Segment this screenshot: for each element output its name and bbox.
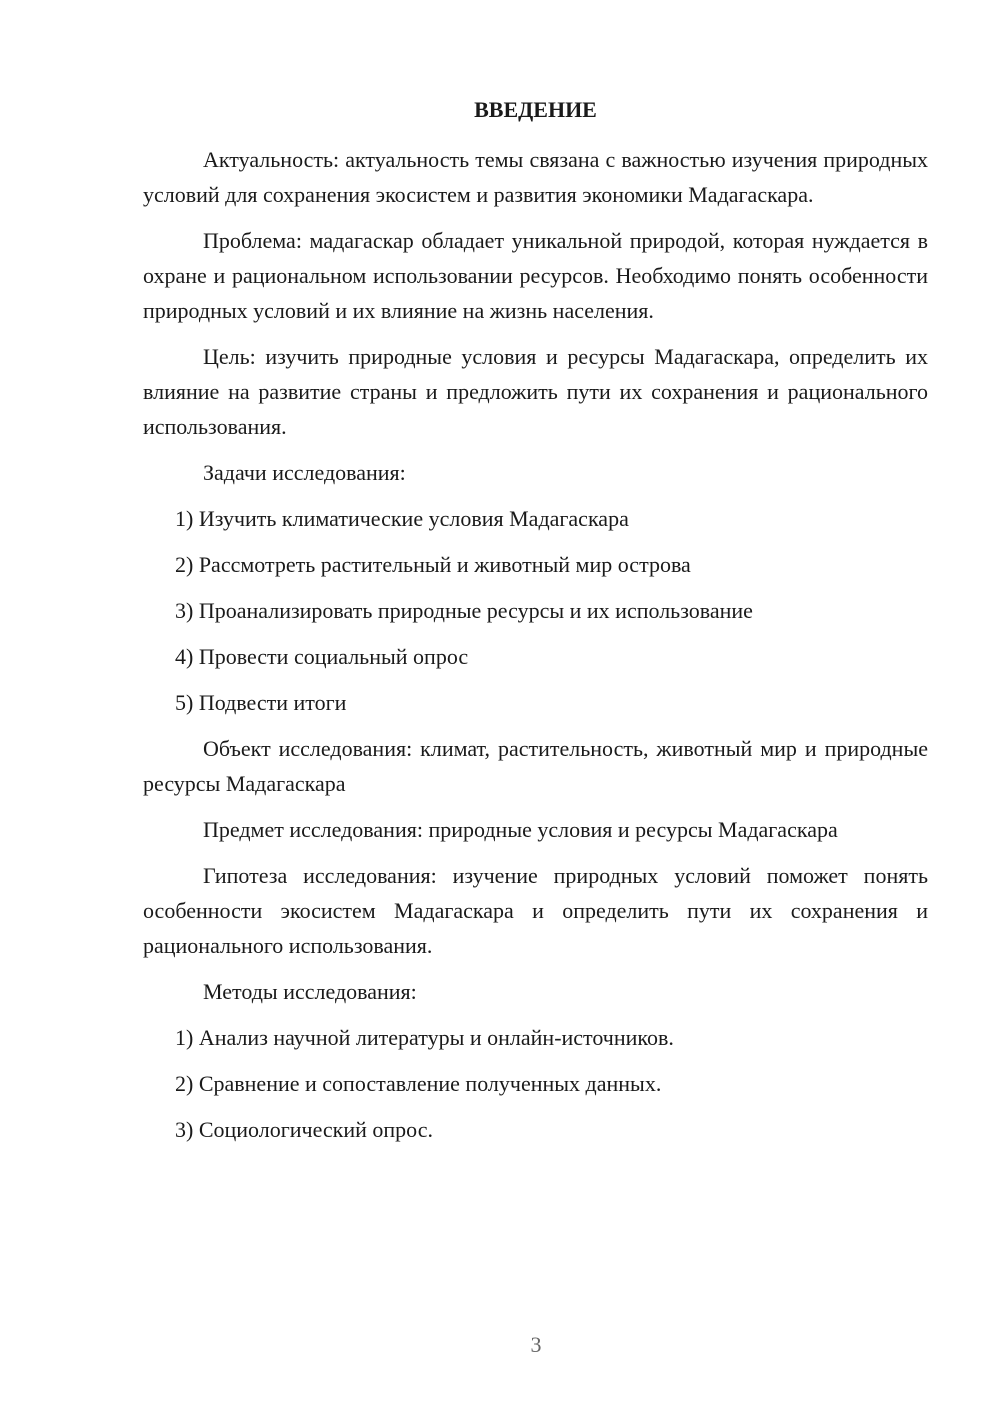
problem-paragraph: Проблема: мадагаскар обладает уникальной природой, которая нуждается в охране и рациональном использовании ресурсов. Необходимо понять особенности природных условий и их влияние на жизнь населения. — [143, 228, 928, 323]
methods-heading: Методы исследования: — [203, 979, 417, 1004]
task-item: 2) Рассмотреть растительный и животный мир острова — [175, 552, 691, 577]
object-paragraph: Объект исследования: климат, растительность, животный мир и природные ресурсы Мадагаскара — [143, 736, 928, 796]
method-item: 3) Социологический опрос. — [175, 1117, 433, 1142]
relevance-paragraph: Актуальность: актуальность темы связана с важностью изучения природных условий для сохранения экосистем и развития экономики Мадагаскара. — [143, 147, 928, 207]
task-item: 1) Изучить климатические условия Мадагаскара — [175, 506, 629, 531]
goal-paragraph: Цель: изучить природные условия и ресурсы Мадагаскара, определить их влияние на развитие страны и предложить пути их сохранения и рационального использования. — [143, 344, 928, 439]
method-item: 2) Сравнение и сопоставление полученных данных. — [175, 1071, 662, 1096]
subject-paragraph: Предмет исследования: природные условия и ресурсы Мадагаскара — [203, 817, 838, 842]
task-item: 3) Проанализировать природные ресурсы и их использование — [175, 598, 753, 623]
page-number: 3 — [530, 1332, 542, 1357]
page-title: ВВЕДЕНИЕ — [474, 97, 597, 122]
task-item: 5) Подвести итоги — [175, 690, 347, 715]
tasks-heading: Задачи исследования: — [203, 460, 406, 485]
method-item: 1) Анализ научной литературы и онлайн-источников. — [175, 1025, 674, 1050]
hypothesis-paragraph: Гипотеза исследования: изучение природных условий поможет понять особенности экосистем Мадагаскара и определить пути их сохранения и рационального использования. — [143, 863, 928, 958]
task-item: 4) Провести социальный опрос — [175, 644, 469, 669]
document-page — [143, 92, 928, 1158]
